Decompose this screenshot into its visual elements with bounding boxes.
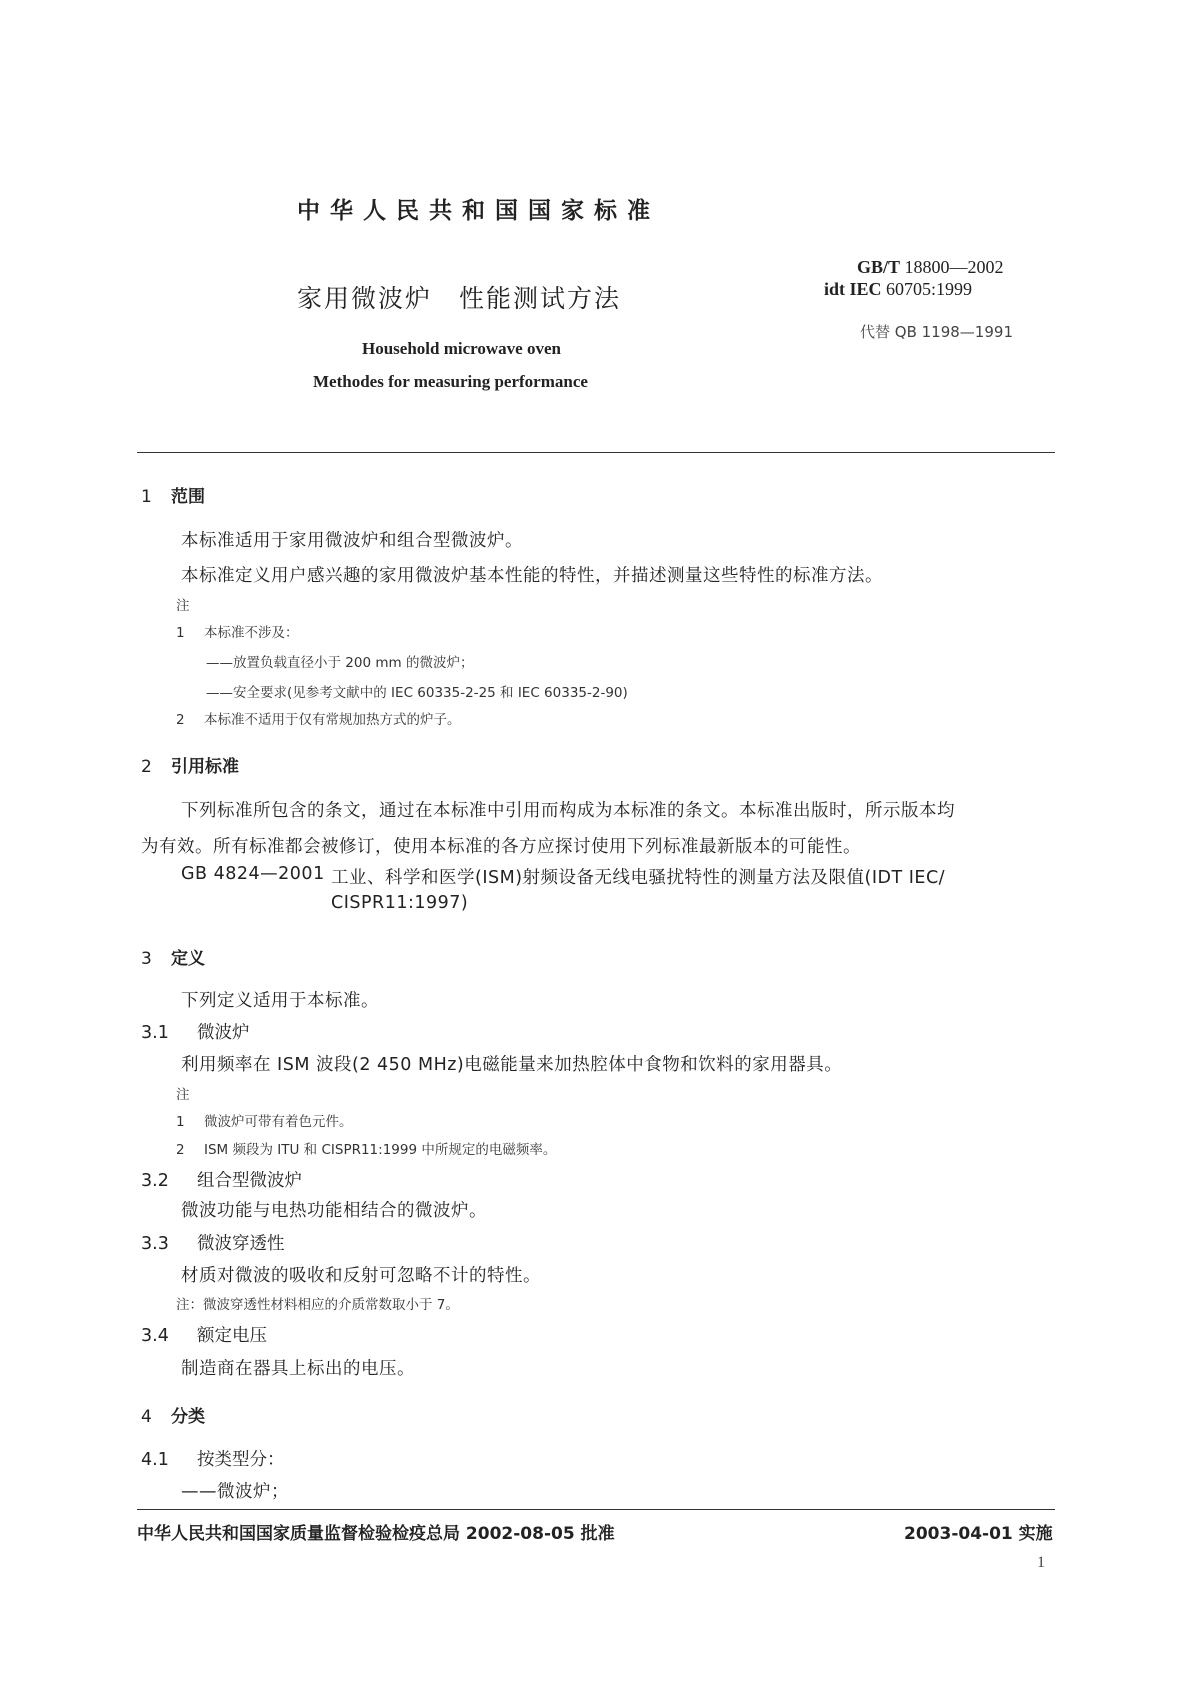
reference-title-line-1: 工业、科学和医学(ISM)射频设备无线电骚扰特性的测量方法及限值(IDT IEC/ bbox=[331, 868, 946, 888]
english-title-line2: Methodes for measuring performance bbox=[313, 372, 588, 391]
section-1-title: 范围 bbox=[171, 487, 205, 507]
definition-3-4-text: 制造商在器具上标出的电压。 bbox=[181, 1359, 415, 1379]
reference-title-line-2: CISPR11:1997) bbox=[331, 893, 469, 913]
section-1-note-label: 注 bbox=[176, 598, 190, 614]
section-3-intro: 下列定义适用于本标准。 bbox=[181, 991, 379, 1011]
definition-3-4 bbox=[141, 1322, 267, 1347]
section-2-paragraph-line-1: 下列标准所包含的条文，通过在本标准中引用而构成为本标准的条文。本标准出版时，所示版本均 bbox=[181, 801, 955, 821]
section-3-title: 定义 bbox=[171, 949, 205, 969]
section-4-number: 4 bbox=[141, 1407, 152, 1427]
classification-4-1-item-1: ——微波炉； bbox=[181, 1482, 289, 1502]
section-1-note-1-item-2: ——安全要求(见参考文献中的 IEC 60335-2-25 和 IEC 60335-2-90) bbox=[206, 685, 628, 701]
note-text: ISM 频段为 ITU 和 CISPR11:1999 中所规定的电磁频率。 bbox=[204, 1142, 557, 1158]
section-1-paragraph-1: 本标准适用于家用微波炉和组合型微波炉。 bbox=[181, 531, 523, 551]
classification-text: 按类型分： bbox=[197, 1450, 285, 1470]
section-1-number: 1 bbox=[141, 487, 152, 507]
classification-4-1 bbox=[141, 1446, 285, 1471]
page-number: 1 bbox=[1037, 1554, 1045, 1571]
section-2-heading bbox=[141, 752, 239, 777]
definition-3-2-text: 微波功能与电热功能相结合的微波炉。 bbox=[181, 1201, 487, 1221]
definition-3-3-text: 材质对微波的吸收和反射可忽略不计的特性。 bbox=[181, 1266, 541, 1286]
implementation-date: 2003-04-01 实施 bbox=[904, 1524, 1053, 1544]
document-title: 家用微波炉 性能测试方法 bbox=[297, 284, 622, 313]
section-2-number: 2 bbox=[141, 757, 152, 777]
national-standard-title: 中华人民共和国国家标准 bbox=[297, 198, 660, 224]
section-1-paragraph-2: 本标准定义用户感兴趣的家用微波炉基本性能的特性，并描述测量这些特性的标准方法。 bbox=[181, 566, 883, 586]
note-text: 本标准不涉及： bbox=[204, 625, 299, 641]
note-number: 2 bbox=[176, 1142, 185, 1158]
standard-code-prefix: GB/T bbox=[857, 257, 901, 277]
section-1-note-2 bbox=[176, 708, 461, 728]
definition-3-1-note-2 bbox=[176, 1138, 556, 1158]
definition-number: 3.3 bbox=[141, 1234, 169, 1254]
definition-3-1-note-label: 注 bbox=[176, 1087, 190, 1103]
section-4-heading bbox=[141, 1402, 205, 1427]
idt-number: 60705:1999 bbox=[886, 279, 973, 299]
section-1-note-1-item-1: ——放置负载直径小于 200 mm 的微波炉； bbox=[206, 655, 474, 671]
definition-term: 微波穿透性 bbox=[197, 1234, 285, 1254]
english-title-line1: Household microwave oven bbox=[362, 339, 561, 358]
idt-prefix: idt IEC bbox=[824, 279, 882, 299]
section-4-title: 分类 bbox=[171, 1407, 205, 1427]
definition-term: 额定电压 bbox=[197, 1326, 267, 1346]
section-3-number: 3 bbox=[141, 949, 152, 969]
definition-3-1-note-1 bbox=[176, 1110, 353, 1130]
definition-term: 组合型微波炉 bbox=[197, 1171, 302, 1191]
standard-code bbox=[857, 257, 1004, 278]
definition-3-2 bbox=[141, 1167, 302, 1192]
reference-code: GB 4824—2001 bbox=[181, 864, 325, 884]
note-text: 本标准不适用于仅有常规加热方式的炉子。 bbox=[204, 712, 461, 728]
header-rule bbox=[137, 452, 1055, 453]
approval-statement: 中华人民共和国国家质量监督检验检疫总局 2002-08-05 批准 bbox=[137, 1524, 615, 1544]
definition-number: 3.4 bbox=[141, 1326, 169, 1346]
definition-term: 微波炉 bbox=[197, 1023, 250, 1043]
replaces-note: 代替 QB 1198—1991 bbox=[860, 323, 1013, 341]
standard-code-number: 18800—2002 bbox=[904, 257, 1004, 277]
note-number: 1 bbox=[176, 625, 185, 641]
definition-3-1-text: 利用频率在 ISM 波段(2 450 MHz)电磁能量来加热腔体中食物和饮料的家用器具。 bbox=[181, 1055, 843, 1075]
section-2-title: 引用标准 bbox=[171, 757, 239, 777]
section-1-heading bbox=[141, 482, 205, 507]
footer-rule bbox=[137, 1509, 1055, 1510]
section-1-note-1 bbox=[176, 621, 299, 641]
definition-number: 3.1 bbox=[141, 1023, 169, 1043]
section-2-paragraph-line-2: 为有效。所有标准都会被修订，使用本标准的各方应探讨使用下列标准最新版本的可能性。 bbox=[141, 837, 861, 857]
definition-3-3-note: 注：微波穿透性材料相应的介质常数取小于 7。 bbox=[176, 1297, 459, 1313]
definition-3-3 bbox=[141, 1230, 285, 1255]
definition-3-1 bbox=[141, 1019, 250, 1044]
section-3-heading bbox=[141, 944, 205, 969]
note-number: 1 bbox=[176, 1114, 185, 1130]
definition-number: 3.2 bbox=[141, 1171, 169, 1191]
note-number: 2 bbox=[176, 712, 185, 728]
idt-code bbox=[824, 279, 972, 300]
classification-number: 4.1 bbox=[141, 1450, 169, 1470]
note-text: 微波炉可带有着色元件。 bbox=[204, 1114, 353, 1130]
